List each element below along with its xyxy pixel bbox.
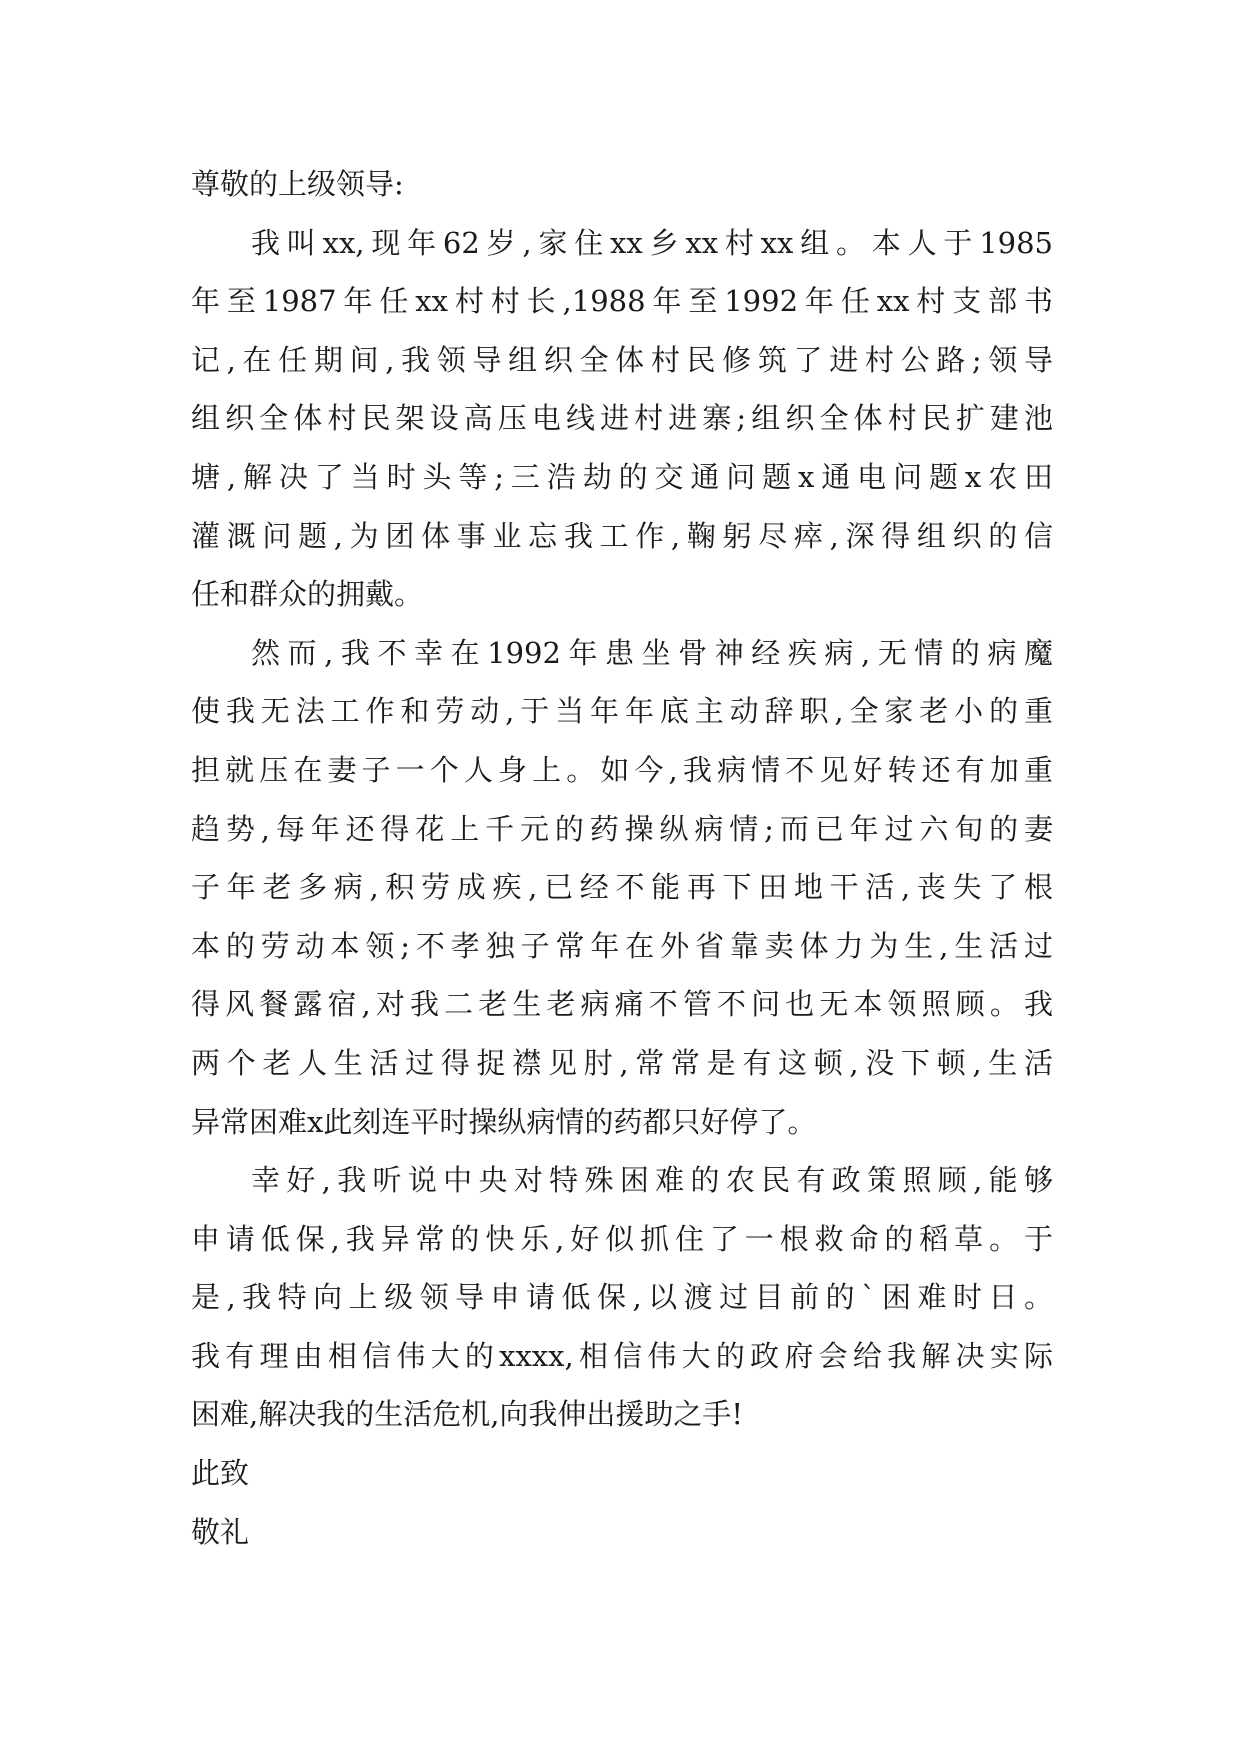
paragraph-line: 是,我特向上级领导申请低保,以渡过目前的`困难时日。	[191, 1280, 1053, 1315]
salutation: 尊敬的上级领导:	[191, 167, 404, 201]
paragraph-line: 任和群众的拥戴。	[191, 577, 424, 612]
paragraph-line: 本的劳动本领;不孝独子常年在外省靠卖体力为生,生活过	[191, 928, 1053, 963]
paragraph-line: 趋势,每年还得花上千元的药操纵病情;而已年过六旬的妻	[191, 811, 1053, 846]
paragraph-line: 塘,解决了当时头等;三浩劫的交通问题x通电问题x农田	[191, 459, 1053, 494]
paragraph-line: 异常困难x此刻连平时操纵病情的药都只好停了。	[191, 1104, 817, 1139]
paragraph-3	[191, 1151, 1053, 1444]
paragraph-line: 幸好,我听说中央对特殊困难的农民有政策照顾,能够	[251, 1163, 1053, 1198]
paragraph-line: 得风餐露宿,对我二老生老病痛不管不问也无本领照顾。我	[191, 987, 1053, 1022]
letter-page	[191, 155, 1053, 1561]
paragraph-line: 子年老多病,积劳成疾,已经不能再下田地干活,丧失了根	[191, 870, 1053, 905]
paragraph-line: 申请低保,我异常的快乐,好似抓住了一根救命的稻草。于	[191, 1221, 1053, 1256]
closing-phrase: 此致	[191, 1456, 250, 1491]
paragraph-line: 记,在任期间,我领导组织全体村民修筑了进村公路;领导	[191, 342, 1053, 377]
paragraph-line: 我叫xx,现年62岁,家住xx乡xx村xx组。本人于1985	[251, 225, 1053, 260]
paragraph-2	[191, 624, 1053, 1151]
paragraph-line: 两个老人生活过得捉襟见肘,常常是有这顿,没下顿,生活	[191, 1045, 1053, 1080]
paragraph-line: 灌溉问题,为团体事业忘我工作,鞠躬尽瘁,深得组织的信	[191, 518, 1053, 553]
paragraph-1	[191, 214, 1053, 624]
paragraph-line: 我有理由相信伟大的xxxx,相信伟大的政府会给我解决实际	[191, 1338, 1053, 1373]
paragraph-line: 担就压在妻子一个人身上。如今,我病情不见好转还有加重	[191, 752, 1053, 787]
paragraph-line: 困难,解决我的生活危机,向我伸出援助之手!	[191, 1397, 744, 1432]
paragraph-line: 然而,我不幸在1992年患坐骨神经疾病,无情的病魔	[251, 635, 1053, 670]
paragraph-line: 年至1987年任xx村村长,1988年至1992年任xx村支部书	[191, 284, 1053, 319]
closing-salute: 敬礼	[191, 1514, 250, 1549]
paragraph-line: 组织全体村民架设高压电线进村进寨;组织全体村民扩建池	[191, 401, 1053, 436]
paragraph-line: 使我无法工作和劳动,于当年年底主动辞职,全家老小的重	[191, 694, 1053, 729]
